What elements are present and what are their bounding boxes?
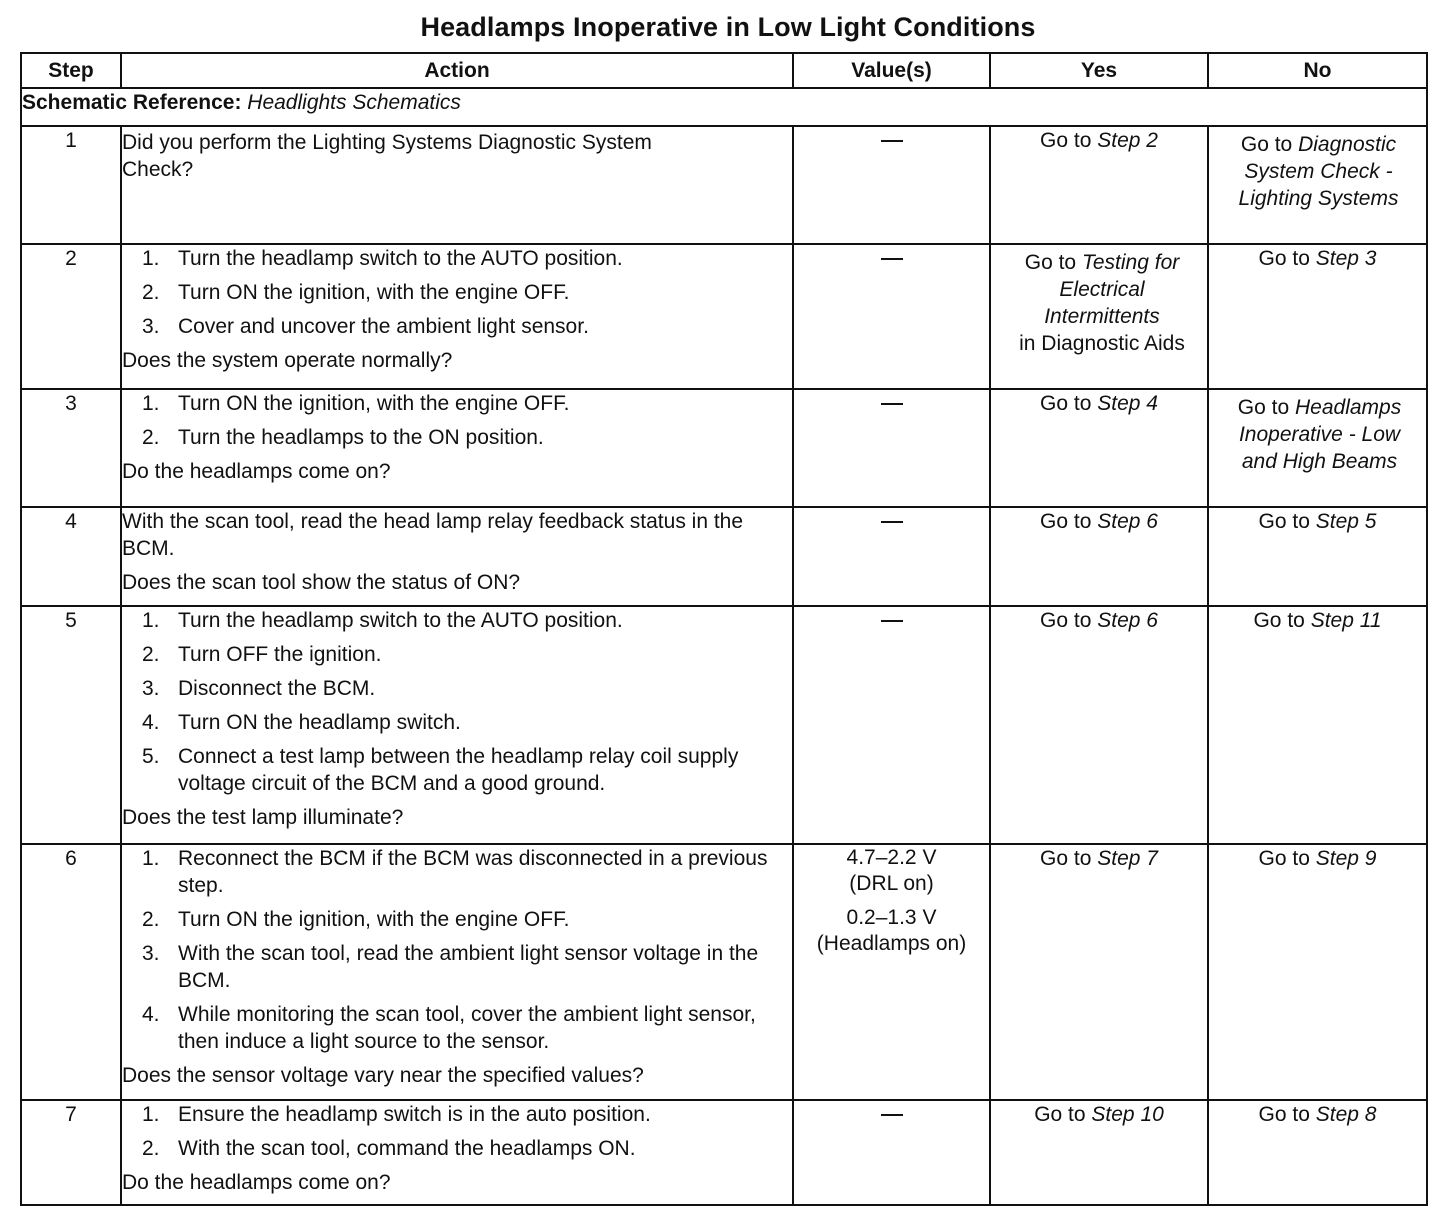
action-question: Do the headlamps come on?	[122, 1171, 391, 1194]
value-dash	[881, 521, 903, 523]
action-cell	[121, 606, 793, 844]
no-prefix: Go to	[1240, 133, 1293, 156]
no-prefix: Go to	[1258, 847, 1310, 870]
action-steps	[122, 390, 792, 451]
no-prefix: Go to	[1258, 510, 1310, 533]
action-item: 3. With the scan tool, read the ambient light sensor voltage in the BCM.	[142, 942, 759, 992]
yes-prefix: Go to	[1040, 609, 1092, 632]
action-intro: Did you perform the Lighting Systems Diagnostic System Check?	[122, 131, 652, 181]
no-cell	[1208, 389, 1427, 507]
yes-link: Step 10	[1091, 1103, 1164, 1126]
action-steps	[122, 1101, 792, 1162]
value-cell	[793, 244, 990, 389]
no-link: Step 3	[1315, 247, 1377, 270]
action-item: 3. Disconnect the BCM.	[142, 677, 376, 700]
yes-cell	[990, 389, 1208, 507]
header-yes: Yes	[990, 53, 1208, 88]
action-item: 2. Turn ON the ignition, with the engine OFF.	[142, 281, 570, 304]
action-item: 2. Turn the headlamps to the ON position.	[142, 426, 544, 449]
action-steps	[122, 845, 792, 1055]
step-number: 4	[21, 507, 121, 606]
value-cell	[793, 126, 990, 244]
step-number: 5	[21, 606, 121, 844]
action-item: 1. Turn ON the ignition, with the engine OFF.	[142, 392, 570, 415]
action-item: 4. Turn ON the headlamp switch.	[142, 711, 461, 734]
yes-suffix: in Diagnostic Aids	[1019, 332, 1185, 355]
yes-cell	[990, 844, 1208, 1100]
yes-prefix: Go to	[1040, 129, 1092, 152]
table-row	[21, 126, 1427, 244]
value-cell	[793, 1100, 990, 1205]
action-intro: With the scan tool, read the head lamp relay feedback status in the BCM.	[122, 510, 744, 560]
value-dash	[881, 140, 903, 142]
step-number: 7	[21, 1100, 121, 1205]
yes-link: Step 2	[1097, 129, 1158, 152]
schematic-label: Schematic Reference:	[22, 91, 242, 114]
value-label-drl: (DRL on)	[849, 872, 934, 895]
action-question: Does the test lamp illuminate?	[122, 806, 404, 829]
schematic-link: Headlights Schematics	[247, 91, 461, 114]
no-prefix: Go to	[1258, 247, 1310, 270]
action-steps	[122, 245, 792, 340]
value-range-drl: 4.7–2.2 V	[846, 846, 937, 869]
no-cell	[1208, 126, 1427, 244]
no-cell	[1208, 1100, 1427, 1205]
action-item: 1. Turn the headlamp switch to the AUTO position.	[142, 247, 623, 270]
action-cell	[121, 1100, 793, 1205]
yes-prefix: Go to	[1040, 847, 1092, 870]
action-item: 2. Turn ON the ignition, with the engine OFF.	[142, 908, 570, 931]
value-range-headlamps: 0.2–1.3 V	[846, 906, 937, 929]
schematic-row	[21, 88, 1427, 126]
yes-prefix: Go to	[1034, 1103, 1086, 1126]
yes-cell	[990, 507, 1208, 606]
step-number: 3	[21, 389, 121, 507]
yes-link: Step 6	[1097, 510, 1158, 533]
yes-cell	[990, 126, 1208, 244]
diagnostic-table	[20, 52, 1428, 1206]
table-row	[21, 1100, 1427, 1205]
header-row	[21, 53, 1427, 88]
value-dash	[881, 258, 903, 260]
action-item: 5. Connect a test lamp between the headlamp relay coil supply voltage circuit of the BCM and a good ground.	[142, 745, 739, 795]
action-steps	[122, 607, 792, 797]
value-label-headlamps: (Headlamps on)	[816, 932, 967, 955]
header-step: Step	[21, 53, 121, 88]
value-cell	[793, 844, 990, 1100]
no-prefix: Go to	[1253, 609, 1305, 632]
step-number: 2	[21, 244, 121, 389]
table-row	[21, 507, 1427, 606]
no-link: Step 5	[1315, 510, 1377, 533]
value-dash	[881, 1114, 903, 1116]
table-row	[21, 844, 1427, 1100]
step-number: 6	[21, 844, 121, 1100]
header-values: Value(s)	[793, 53, 990, 88]
yes-cell	[990, 1100, 1208, 1205]
schematic-reference	[21, 88, 1427, 126]
value-cell	[793, 606, 990, 844]
yes-prefix: Go to	[1024, 251, 1077, 274]
action-cell	[121, 844, 793, 1100]
action-item: 1. Ensure the headlamp switch is in the auto position.	[142, 1103, 651, 1126]
yes-prefix: Go to	[1040, 510, 1092, 533]
action-item: 1. Turn the headlamp switch to the AUTO position.	[142, 609, 623, 632]
step-number: 1	[21, 126, 121, 244]
action-cell	[121, 389, 793, 507]
yes-link: Step 7	[1097, 847, 1158, 870]
yes-link: Testing for Electrical Intermittents	[1044, 251, 1180, 328]
page-title: Headlamps Inoperative in Low Light Conditions	[420, 12, 1036, 42]
action-question: Does the sensor voltage vary near the specified values?	[122, 1064, 644, 1087]
no-cell	[1208, 844, 1427, 1100]
no-cell	[1208, 507, 1427, 606]
table-row	[21, 606, 1427, 844]
table-row	[21, 389, 1427, 507]
yes-cell	[990, 244, 1208, 389]
yes-link: Step 4	[1097, 392, 1158, 415]
no-prefix: Go to	[1237, 396, 1290, 419]
no-link: Headlamps Inoperative - Low and High Beams	[1238, 396, 1402, 473]
value-dash	[881, 620, 903, 622]
action-item: 4. While monitoring the scan tool, cover the ambient light sensor, then induce a light source to the sensor.	[142, 1003, 756, 1053]
table-row	[21, 244, 1427, 389]
value-dash	[881, 403, 903, 405]
action-item: 3. Cover and uncover the ambient light sensor.	[142, 315, 589, 338]
yes-link: Step 6	[1097, 609, 1158, 632]
yes-prefix: Go to	[1040, 392, 1092, 415]
no-link: Step 8	[1315, 1103, 1377, 1126]
action-question: Does the system operate normally?	[122, 349, 453, 372]
action-item: 1. Reconnect the BCM if the BCM was disconnected in a previous step.	[142, 847, 768, 897]
action-item: 2. With the scan tool, command the headlamps ON.	[142, 1137, 636, 1160]
yes-cell	[990, 606, 1208, 844]
value-cell	[793, 389, 990, 507]
action-question: Do the headlamps come on?	[122, 460, 391, 483]
header-action: Action	[121, 53, 793, 88]
value-cell	[793, 507, 990, 606]
no-prefix: Go to	[1258, 1103, 1310, 1126]
action-cell	[121, 126, 793, 244]
no-link: Diagnostic System Check - Lighting Systems	[1238, 133, 1399, 210]
header-no: No	[1208, 53, 1427, 88]
no-cell	[1208, 244, 1427, 389]
action-item: 2. Turn OFF the ignition.	[142, 643, 382, 666]
no-cell	[1208, 606, 1427, 844]
action-cell	[121, 507, 793, 606]
no-link: Step 9	[1315, 847, 1377, 870]
action-cell	[121, 244, 793, 389]
action-question: Does the scan tool show the status of ON?	[122, 571, 521, 594]
no-link: Step 11	[1310, 609, 1382, 632]
